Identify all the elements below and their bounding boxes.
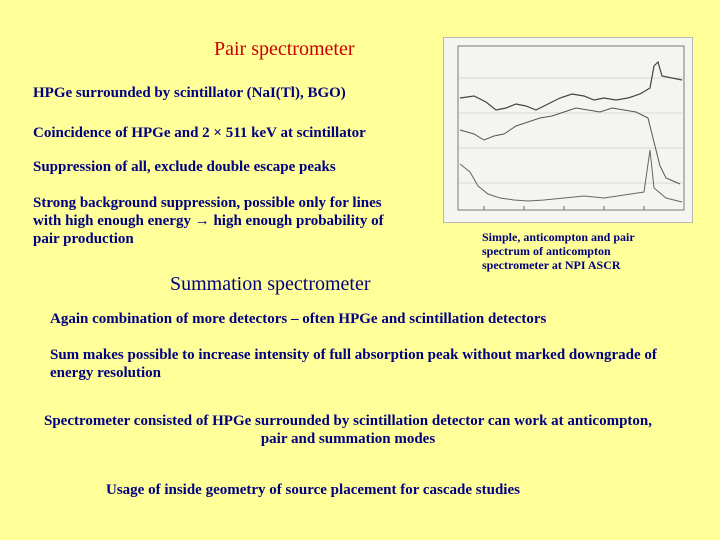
figure-caption: Simple, anticompton and pair spectrum of anticompton spectrometer at NPI ASCR <box>482 230 635 272</box>
bullet-text: Coincidence of HPGe and 2 × 511 keV at scintillator <box>33 125 366 141</box>
spectrum-curve-upper <box>460 62 682 110</box>
bullet-text: HPGe surrounded by scintillator (NaI(Tl), BGO) <box>33 85 346 101</box>
conclusion-text: Spectrometer consisted of HPGe surrounded by scintillation detector can work at anticompton, pair and summation modes <box>43 413 653 447</box>
bullet-text: Suppression of all, exclude double escape peaks <box>33 159 336 175</box>
bullet-text: Strong background suppression, possible only for lines with high enough energy → high enough probability of pair production <box>33 195 384 247</box>
summation-point: Sum makes possible to increase intensity of full absorption peak without marked downgrade of energy resolution <box>50 347 657 381</box>
section-subtitle: Summation spectrometer <box>170 273 371 295</box>
final-note: Usage of inside geometry of source placement for cascade studies <box>106 482 520 498</box>
spectrum-plot <box>444 38 692 222</box>
spectrum-figure <box>443 37 693 223</box>
summation-point: Again combination of more detectors – often HPGe and scintillation detectors <box>50 311 547 327</box>
x-axis-ticks <box>484 206 644 210</box>
page-title: Pair spectrometer <box>214 38 355 60</box>
spectrum-curve-lower <box>460 150 682 202</box>
